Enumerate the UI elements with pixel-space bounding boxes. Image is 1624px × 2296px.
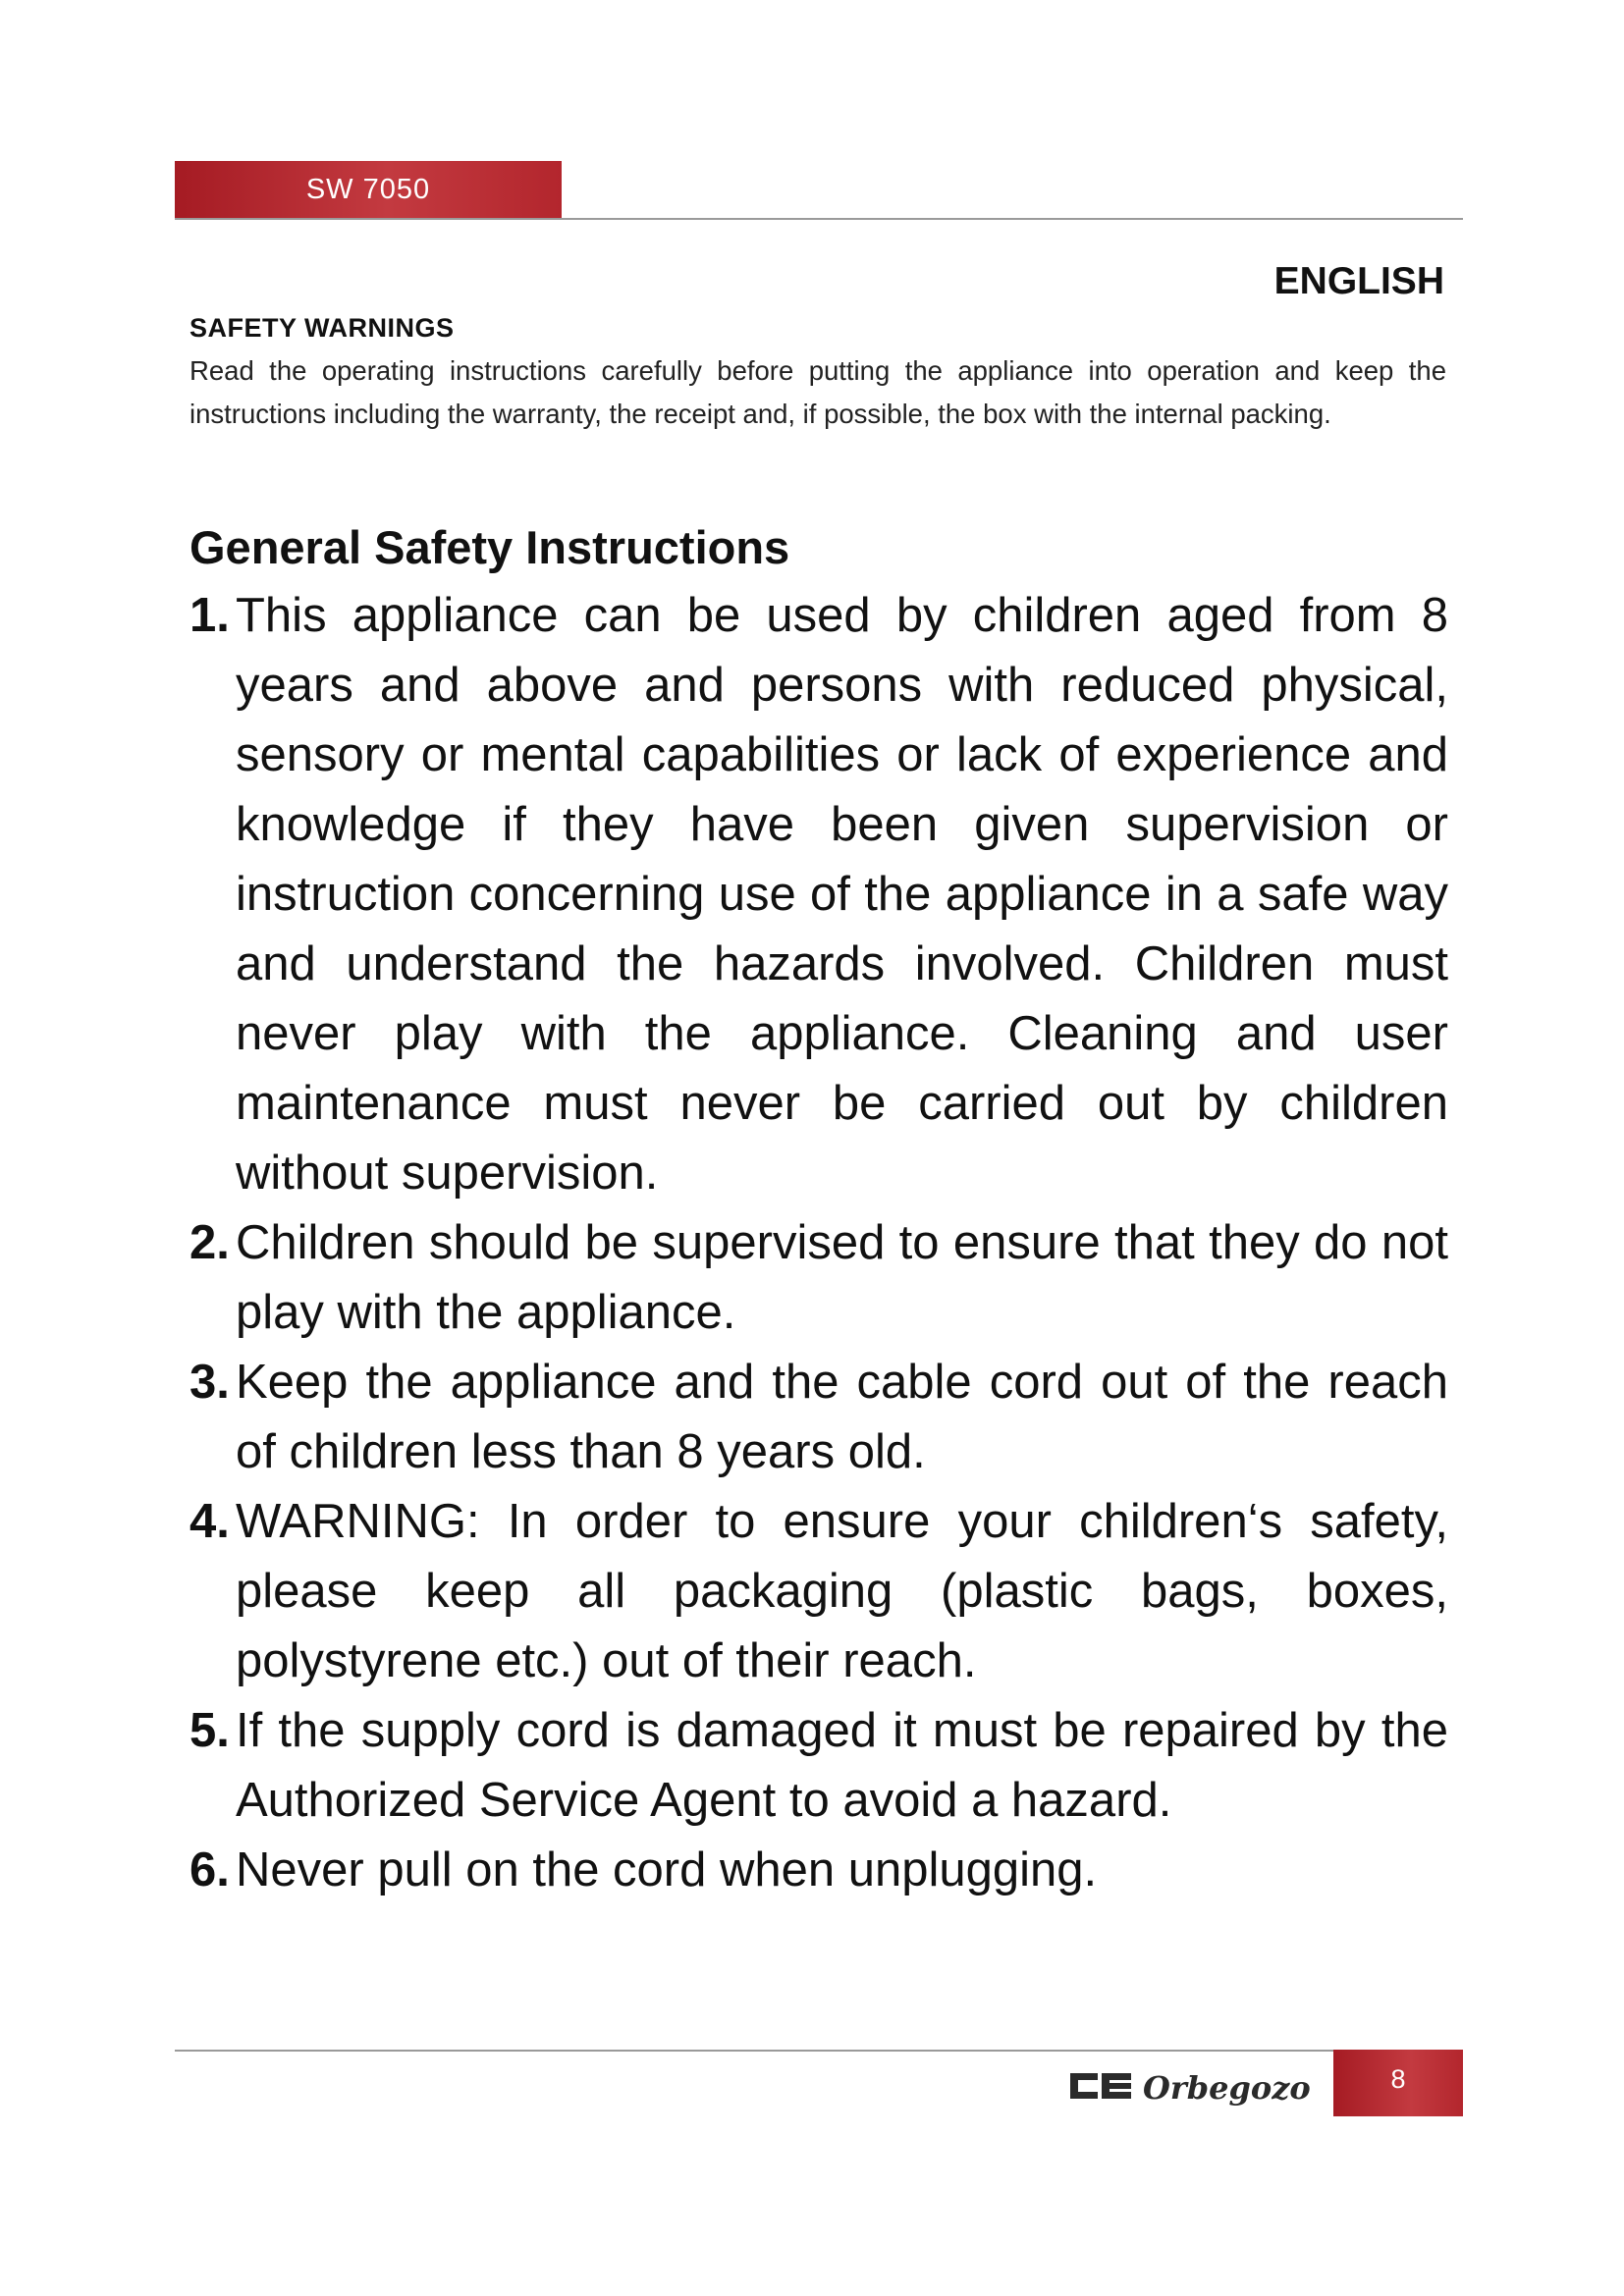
instruction-item — [189, 1487, 1448, 1696]
instruction-number: 6. — [189, 1843, 230, 1896]
instruction-text: Children should be supervised to ensure that they do not play with the appliance. — [236, 1216, 1448, 1339]
instructions-list — [189, 581, 1448, 1905]
footer-divider — [175, 2050, 1463, 2052]
instruction-item — [189, 1208, 1448, 1348]
instruction-number: 3. — [189, 1356, 230, 1409]
language-label: ENGLISH — [1273, 260, 1444, 302]
page-number: 8 — [1390, 2064, 1406, 2094]
model-tab — [175, 161, 562, 218]
instruction-text: Never pull on the cord when unplugging. — [236, 1843, 1098, 1896]
instruction-item — [189, 1836, 1448, 1905]
instruction-number: 4. — [189, 1495, 230, 1548]
safety-warnings-heading: SAFETY WARNINGS — [189, 313, 455, 343]
page-number-box — [1333, 2050, 1463, 2116]
instruction-number: 2. — [189, 1216, 230, 1269]
instruction-item — [189, 1696, 1448, 1836]
instruction-text: This appliance can be used by children aged from 8 years and above and persons with reduced physical, sensory or mental capabilities or lack of experience and knowledge if they have been given supervision or instruction concerning use of the appliance in a safe way and understand the hazards involved. Children must never play with the appliance. Cleaning and user maintenance must never be carried out by children without supervision. — [236, 589, 1448, 1200]
instruction-text: Keep the appliance and the cable cord out of the reach of children less than 8 years old. — [236, 1356, 1448, 1478]
model-label: SW 7050 — [305, 174, 431, 205]
instruction-text: WARNING: In order to ensure your children‘s safety, please keep all packaging (plastic bags, boxes, polystyrene etc.) out of their reach. — [236, 1495, 1448, 1687]
instruction-text: If the supply cord is damaged it must be repaired by the Authorized Service Agent to avoid a hazard. — [236, 1704, 1448, 1827]
instruction-item — [189, 1348, 1448, 1487]
instruction-item — [189, 581, 1448, 1208]
svg-text:Orbegozo: Orbegozo — [1143, 2069, 1311, 2107]
header-divider — [175, 218, 1463, 220]
orbegozo-logo-icon — [1066, 2063, 1314, 2109]
safety-warnings-intro: Read the operating instructions carefully before putting the appliance into operation and keep the instructions including the warranty, the receipt and, if possible, the box with the internal packing. — [189, 355, 1446, 429]
instruction-number: 1. — [189, 589, 230, 642]
instruction-number: 5. — [189, 1704, 230, 1757]
section-title: General Safety Instructions — [189, 521, 790, 573]
